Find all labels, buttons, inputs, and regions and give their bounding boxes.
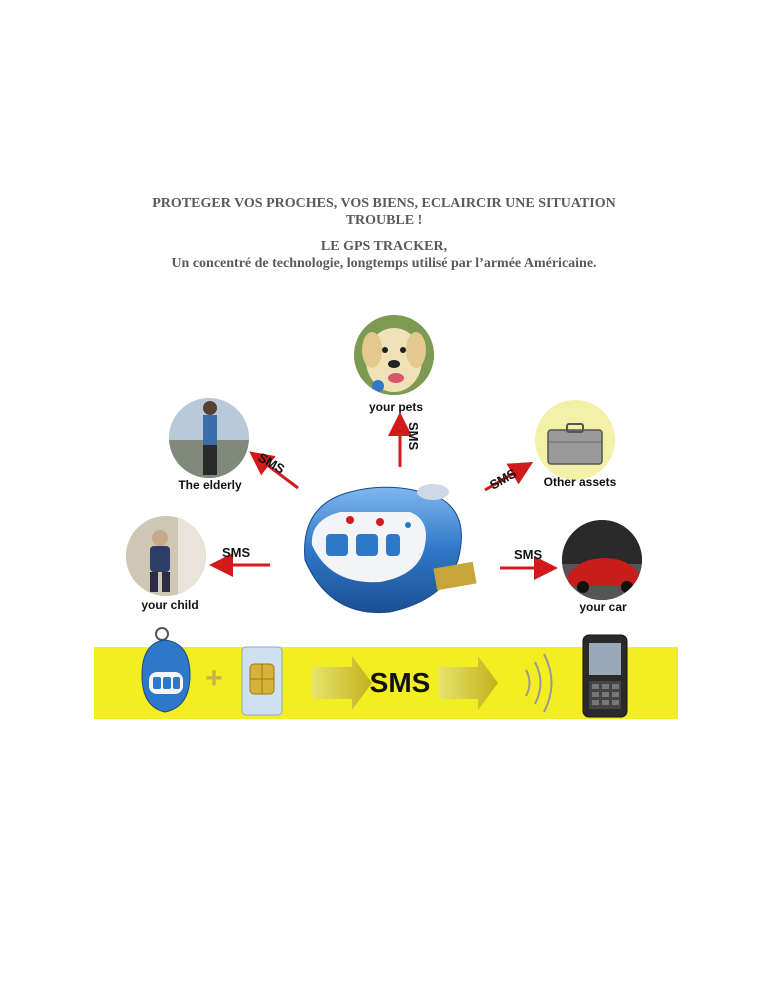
elderly-person-photo [165, 395, 255, 485]
dog-photo [350, 310, 440, 400]
heading-line-2: TROUBLE ! [345, 213, 423, 228]
sms-label-elderly: SMS [255, 449, 288, 477]
label-your-car: your car [579, 600, 627, 614]
heading-line-1: PROTEGER VOS PROCHES, VOS BIENS, ECLAIRCIR UNE SITUATION [152, 196, 616, 211]
heading-line-3: LE GPS TRACKER, [320, 239, 448, 254]
heading-line-4: Un concentré de technologie, longtemps utilisé par l’armée Américaine. [171, 256, 597, 271]
sms-label-car: SMS [514, 547, 543, 562]
child-photo [124, 514, 210, 600]
label-your-child: your child [141, 598, 199, 612]
small-tracker-icon [142, 628, 190, 712]
sms-label-child: SMS [222, 545, 251, 560]
mobile-phone-icon [583, 635, 627, 717]
sms-label-assets: SMS [487, 465, 519, 493]
label-other-assets: Other assets [543, 475, 617, 489]
briefcase-photo [535, 400, 615, 480]
sim-card-icon [242, 647, 282, 715]
gps-tracker-device [305, 484, 477, 613]
label-the-elderly: The elderly [178, 478, 242, 492]
red-car-photo [560, 518, 646, 604]
plus-sign: + [205, 662, 223, 695]
banner-sms-label: SMS [369, 667, 431, 698]
sms-label-pets: SMS [406, 422, 421, 451]
label-your-pets: your pets [368, 400, 424, 414]
